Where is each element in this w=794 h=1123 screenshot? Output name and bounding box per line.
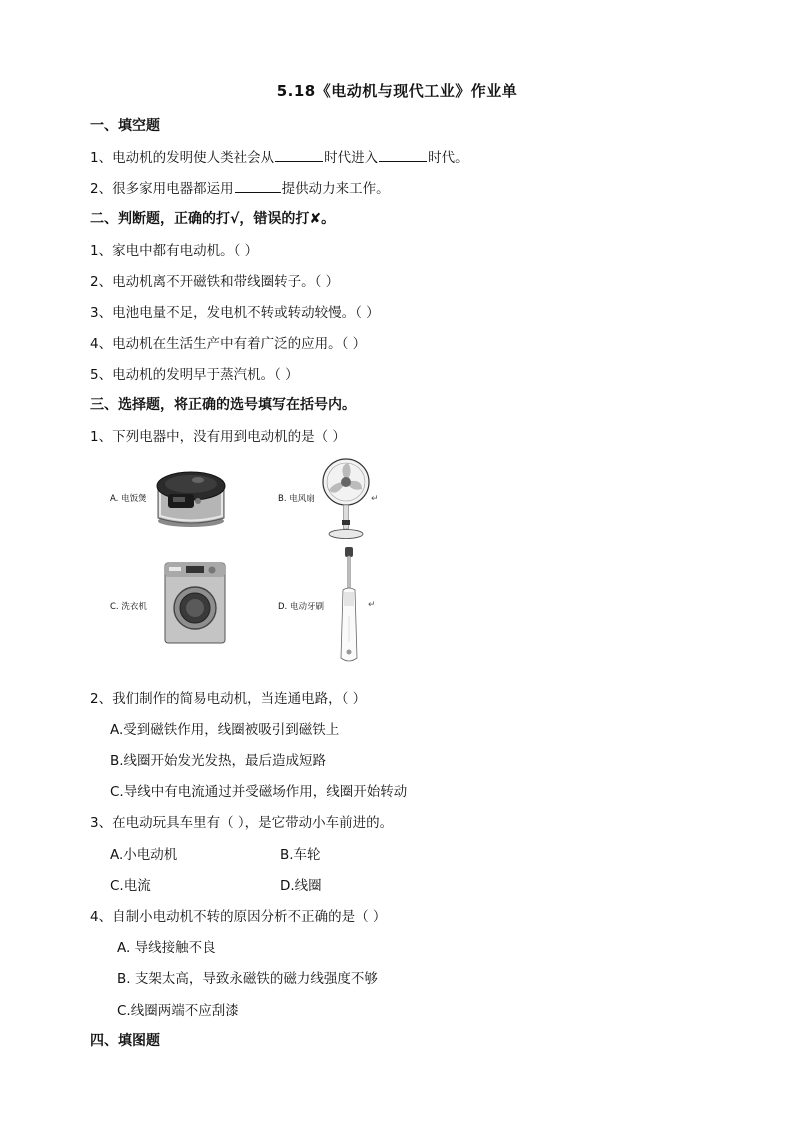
judge-item: 4、电动机在生活生产中有着广泛的应用。（ ） (90, 336, 367, 352)
choice-q2-option: C.导线中有电流通过并受磁场作用，线圈开始转动 (110, 784, 408, 800)
section1-heading: 一、填空题 (90, 118, 160, 134)
choice-q3-option: B.车轮 (280, 847, 321, 863)
section2-heading: 二、判断题，正确的打√，错误的打✘。 (90, 211, 336, 227)
fill-q1-before: 1、电动机的发明使人类社会从 (90, 150, 275, 166)
section4-heading: 四、填图题 (90, 1033, 160, 1049)
page-title: 5.18《电动机与现代工业》作业单 (276, 82, 518, 100)
return-mark: ↵ (368, 600, 376, 610)
return-mark: ↵ (371, 494, 379, 504)
choice-q2-stem: 2、我们制作的简易电动机，当连通电路，（ ） (90, 691, 367, 707)
answer-blank[interactable] (379, 148, 427, 162)
fill-q2-before: 2、很多家用电器都运用 (90, 181, 234, 197)
section3-heading: 三、选择题，将正确的选号填写在括号内。 (90, 397, 356, 413)
electric-toothbrush-image (338, 546, 360, 666)
fill-question-1 (90, 146, 469, 166)
choice-q4-option: B. 支架太高，导致永磁铁的磁力线强度不够 (117, 971, 378, 987)
option-c-label: C. 洗衣机 (110, 602, 147, 612)
judge-item: 3、电池电量不足，发电机不转或转动较慢。（ ） (90, 305, 380, 321)
choice-q3-stem: 3、在电动玩具车里有（ ），是它带动小车前进的。 (90, 815, 394, 831)
electric-fan-image (318, 458, 374, 540)
option-a-label: A. 电饭煲 (110, 494, 147, 504)
washing-machine-image (164, 562, 226, 644)
option-d-label: D. 电动牙刷 (278, 602, 324, 612)
choice-q3-option: A.小电动机 (110, 847, 178, 863)
choice-q4-option: C.线圈两端不应刮漆 (117, 1003, 239, 1019)
answer-blank[interactable] (275, 148, 323, 162)
rice-cooker-image (152, 466, 230, 530)
judge-item: 2、电动机离不开磁铁和带线圈转子。（ ） (90, 274, 340, 290)
judge-item: 1、家电中都有电动机。（ ） (90, 243, 259, 259)
fill-q1-after: 时代。 (428, 150, 469, 166)
choice-q2-option: B.线圈开始发光发热，最后造成短路 (110, 753, 327, 769)
choice-q4-option: A. 导线接触不良 (117, 940, 216, 956)
option-b-label: B. 电风扇 (278, 494, 315, 504)
answer-blank[interactable] (235, 179, 281, 193)
choice-q1-stem: 1、下列电器中，没有用到电动机的是（ ） (90, 429, 346, 445)
fill-q2-after: 提供动力来工作。 (281, 181, 390, 197)
fill-question-2 (90, 177, 390, 197)
choice-q3-option: D.线圈 (280, 878, 322, 894)
choice-q3-option: C.电流 (110, 878, 151, 894)
choice-q4-stem: 4、自制小电动机不转的原因分析不正确的是（ ） (90, 909, 387, 925)
choice-q2-option: A.受到磁铁作用，线圈被吸引到磁铁上 (110, 722, 340, 738)
judge-item: 5、电动机的发明早于蒸汽机。（ ） (90, 367, 299, 383)
fill-q1-middle: 时代进入 (324, 150, 379, 166)
